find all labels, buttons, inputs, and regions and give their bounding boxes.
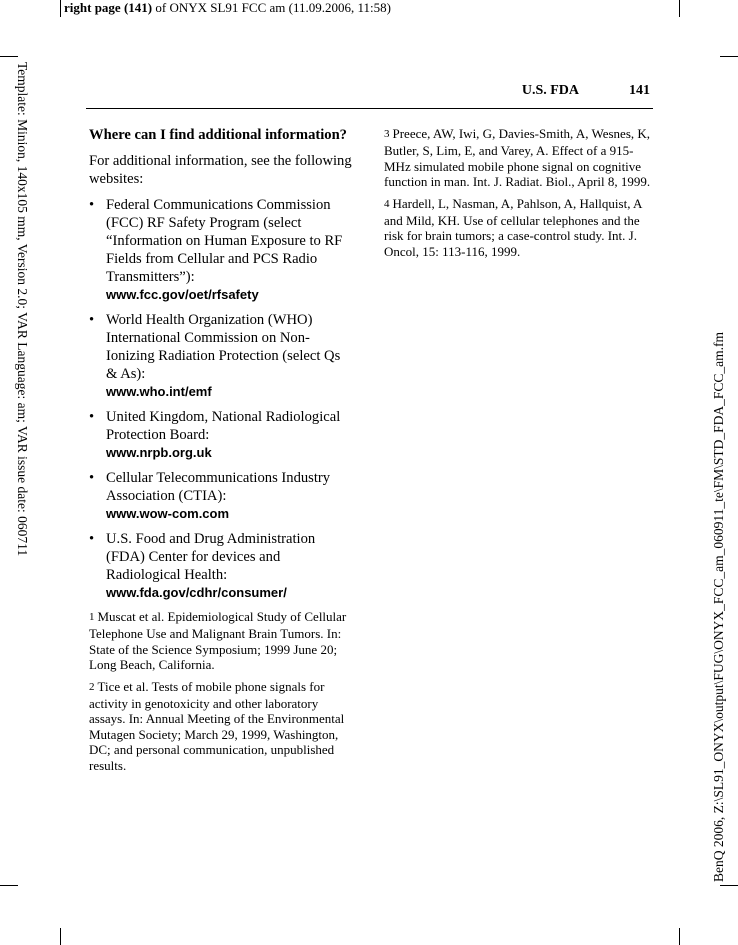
print-job-rest: of ONYX SL91 FCC am (11.09.2006, 11:58) [152, 0, 391, 15]
footnote-number: 4 [384, 197, 390, 210]
list-item-text: Federal Communications Commission (FCC) RF Safety Program (select “Information on Human Exposure to RF Fields from Cellular and PCS Radio Transmitters”): [106, 197, 343, 285]
footnote-text: Preece, AW, Iwi, G, Davies-Smith, A, Wesnes, K, Butler, S, Lim, E, and Varey, A. Effect of a 915- MHz simulated mobile phone signal on cognitive function in man. Int. J. Radiat. Biol., April 8, 1999. [384, 126, 651, 190]
bullet: • [89, 409, 95, 425]
bullet: • [89, 470, 95, 486]
website-link[interactable]: www.wow-com.com [106, 506, 230, 521]
intro-paragraph: For additional information, see the following websites: [89, 153, 352, 187]
template-info: Template: Minion, 140x105 mm, Version 2.0; VAR Language: am; VAR issue date: 060711 [15, 62, 30, 557]
website-list [89, 196, 355, 601]
crop-mark [679, 928, 680, 945]
crop-mark [720, 56, 738, 57]
crop-mark [60, 0, 61, 17]
website-link[interactable]: www.fcc.gov/oet/rfsafety [106, 287, 259, 302]
list-item-text: U.S. Food and Drug Administration (FDA) Center for devices and Radiological Health: [106, 531, 316, 583]
file-path-info: BenQ 2006, Z:\SL91_ONYX\output\FUG\ONYX_FCC_am_060911_te\FM\STD_FDA_FCC_am.fm [711, 331, 726, 882]
footnote-number: 1 [89, 611, 95, 623]
footnote [89, 609, 355, 673]
print-job-prefix: right page [64, 0, 121, 15]
right-column [384, 126, 652, 265]
list-item-text: Cellular Telecommunications Industry Association (CTIA): [106, 470, 331, 504]
website-link[interactable]: www.who.int/emf [106, 384, 212, 399]
bullet: • [89, 531, 95, 547]
footnote [89, 679, 355, 773]
crop-mark [720, 885, 738, 886]
page-header [86, 80, 653, 109]
list-item [89, 196, 355, 303]
crop-mark [60, 928, 61, 945]
list-item-text: United Kingdom, National Radiological Protection Board: [106, 409, 341, 443]
running-head: U.S. FDA [521, 83, 579, 98]
print-job-page: (141) [123, 0, 153, 15]
crop-mark [679, 0, 680, 17]
crop-mark [0, 885, 18, 886]
left-column [89, 126, 355, 779]
footnote-text: Tice et al. Tests of mobile phone signals for activity in genotoxicity and other laboratory assays. In: Annual Meeting of the Environmental Mutagen Society; March 29, 1999, Washington, DC; and personal communication, unpublished results. [89, 678, 345, 773]
list-item [89, 408, 355, 461]
footnote [384, 196, 652, 260]
list-item-text: World Health Organization (WHO) International Commission on Non-Ionizing Radiation Protection (select Qs & As): [106, 312, 341, 382]
footnote-text: Hardell, L, Nasman, A, Pahlson, A, Hallquist, A and Mild, KH. Use of cellular telephones and the risk for brain tumors; a case-control study. Int. J. Oncol, 15: 113-116, 1999. [384, 195, 642, 259]
website-link[interactable]: www.fda.gov/cdhr/consumer/ [106, 585, 287, 600]
footnote [384, 126, 652, 190]
crop-mark [0, 56, 18, 57]
list-item [89, 469, 355, 522]
page-number: 141 [629, 83, 650, 98]
section-heading: Where can I find additional information? [89, 127, 347, 143]
list-item [89, 311, 355, 400]
footnote-text: Muscat et al. Epidemiological Study of Cellular Telephone Use and Malignant Brain Tumors. In: State of the Science Symposium; 1999 June 20; Long Beach, California. [89, 609, 347, 673]
print-job-info [64, 0, 391, 15]
bullet: • [89, 312, 95, 328]
footnote-number: 3 [384, 128, 390, 140]
list-item [89, 530, 355, 601]
website-link[interactable]: www.nrpb.org.uk [106, 445, 212, 460]
footnote-number: 2 [89, 680, 95, 693]
bullet: • [89, 197, 95, 213]
